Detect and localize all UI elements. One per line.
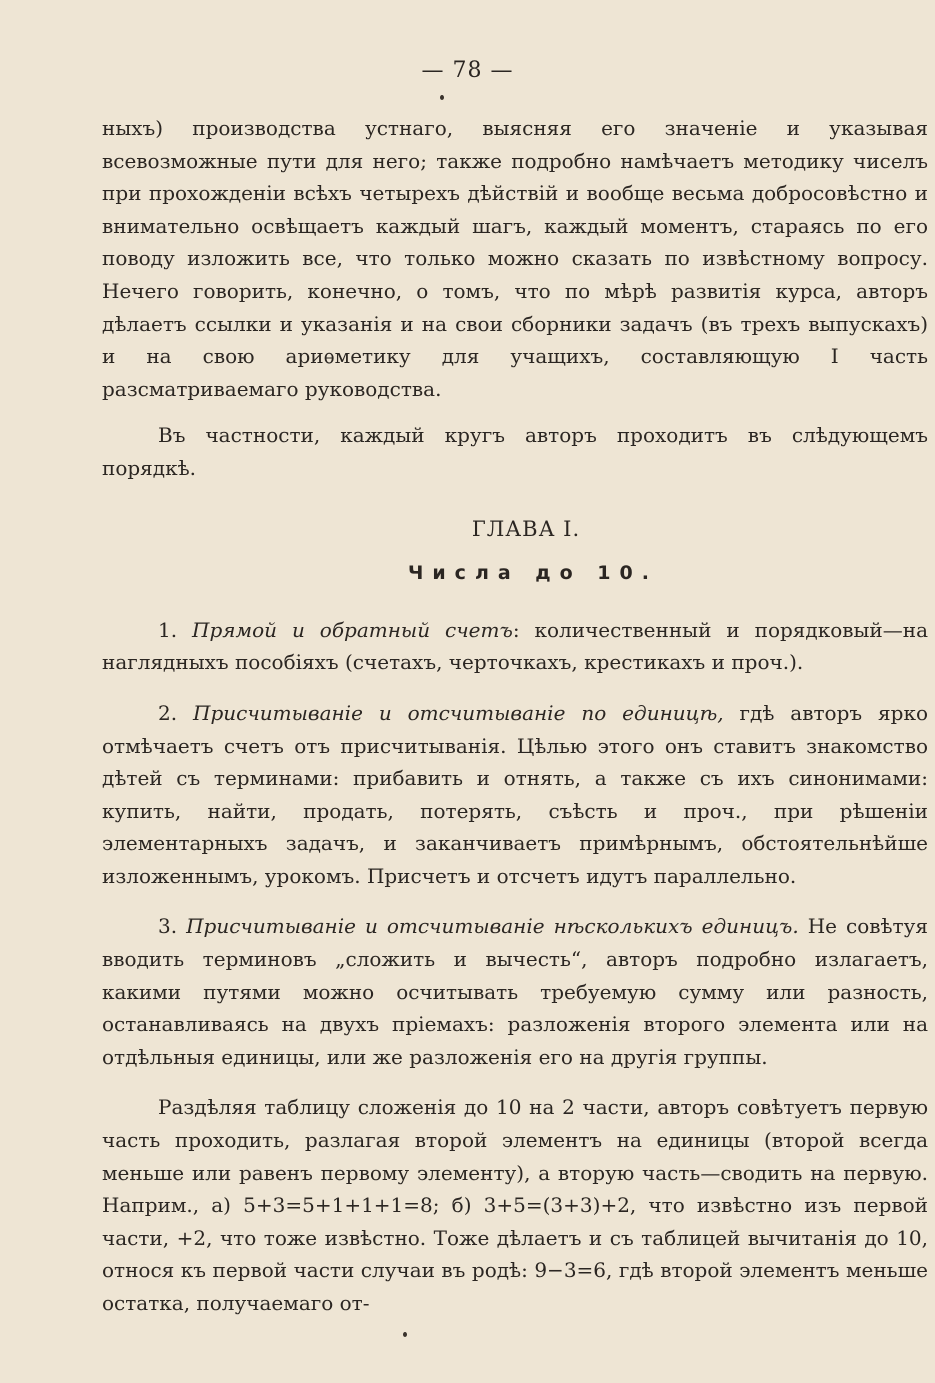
list-item-3 [102, 910, 928, 1073]
item-text: Не совѣтуя вводить терминовъ „сложить и вычесть“, авторъ подробно излагаетъ, какими путями можно осчитывать требуемую сумму или разность, останавливаясь на двухъ прiемахъ: разложенiя второго элемента или на отдѣльныя единицы, или же разложенiя его на другiя группы. [102, 914, 929, 1069]
item-text: гдѣ авторъ ярко отмѣчаетъ счетъ отъ присчитыванiя. Цѣлью этого онъ ставитъ знакомство дѣтей съ терминами: прибавить и отнять, а также съ ихъ синонимами: купить, найти, продать, потерять, съѣсть и проч., при рѣшенiи элементарныхъ задачъ, и заканчиваетъ примѣрнымъ, обстоятельнѣйше изложеннымъ, урокомъ. Присчетъ и отсчетъ идутъ параллельно. [102, 700, 929, 888]
chapter-subtitle: Числа до 10. [408, 562, 658, 585]
paragraph-addition-table: Раздѣляя таблицу сложенiя до 10 на 2 части, авторъ совѣтуетъ первую часть проходить, разлагая второй элементъ на единицы (второй всегда меньше или равенъ первому элементу), а вторую часть—сводить на первую. Наприм., а) 5+3=5+1+1+1=8; б) 3+5=(3+3)+2, что извѣстно изъ первой части, +2, что тоже извѣстно. Тоже дѣлаетъ и съ таблицей вычитанiя до 10, относя къ первой части случаи въ родѣ: 9−3=6, гдѣ второй элементъ меньше остатка, получаемаго от- [102, 1095, 928, 1315]
ink-speck [403, 1332, 407, 1337]
paragraph-intro: ныхъ) производства устнаго, выясняя его значенiе и указывая всевозможные пути для него; также подробно намѣчаетъ методику чиселъ при прохожденiи всѣхъ четырехъ дѣйствiй и вообще весьма добросовѣстно и внимательно освѣщаетъ каждый шагъ, каждый моментъ, стараясь по его поводу изложить все, что только можно сказать по извѣстному вопросу. Нечего говорить, конечно, о томъ, что по мѣрѣ развитiя курса, авторъ дѣлаетъ ссылки и указанiя и на свои сборники задачъ (въ трехъ выпускахъ) и на свою ариѳметику для учащихъ, составляющую I часть разсматриваемаго руководства. [102, 116, 928, 401]
item-text: : количественный и порядковый—на наглядныхъ пособiяхъ (счетахъ, черточкахъ, крестикахъ и проч.). [102, 617, 929, 675]
paragraph-order: Въ частности, каждый кругъ авторъ проходитъ въ слѣдующемъ порядкѣ. [102, 423, 928, 480]
page-body [102, 112, 928, 1320]
item-number: 3. [158, 914, 178, 939]
item-title: Присчитыванiе и отсчитыванiе нѣсколькихъ единицъ. [186, 914, 799, 939]
item-title: Прямой и обратный счетъ [192, 617, 513, 642]
list-item-1 [102, 614, 928, 679]
chapter-heading: ГЛАВА I. [471, 516, 581, 541]
item-number: 2. [158, 700, 178, 725]
list-item-2 [102, 697, 928, 893]
ink-speck [440, 95, 444, 100]
item-number: 1. [158, 617, 178, 642]
page-number: — 78 — [421, 58, 514, 83]
item-title: Присчитыванiе и отсчитыванiе по единицѣ, [193, 700, 724, 725]
